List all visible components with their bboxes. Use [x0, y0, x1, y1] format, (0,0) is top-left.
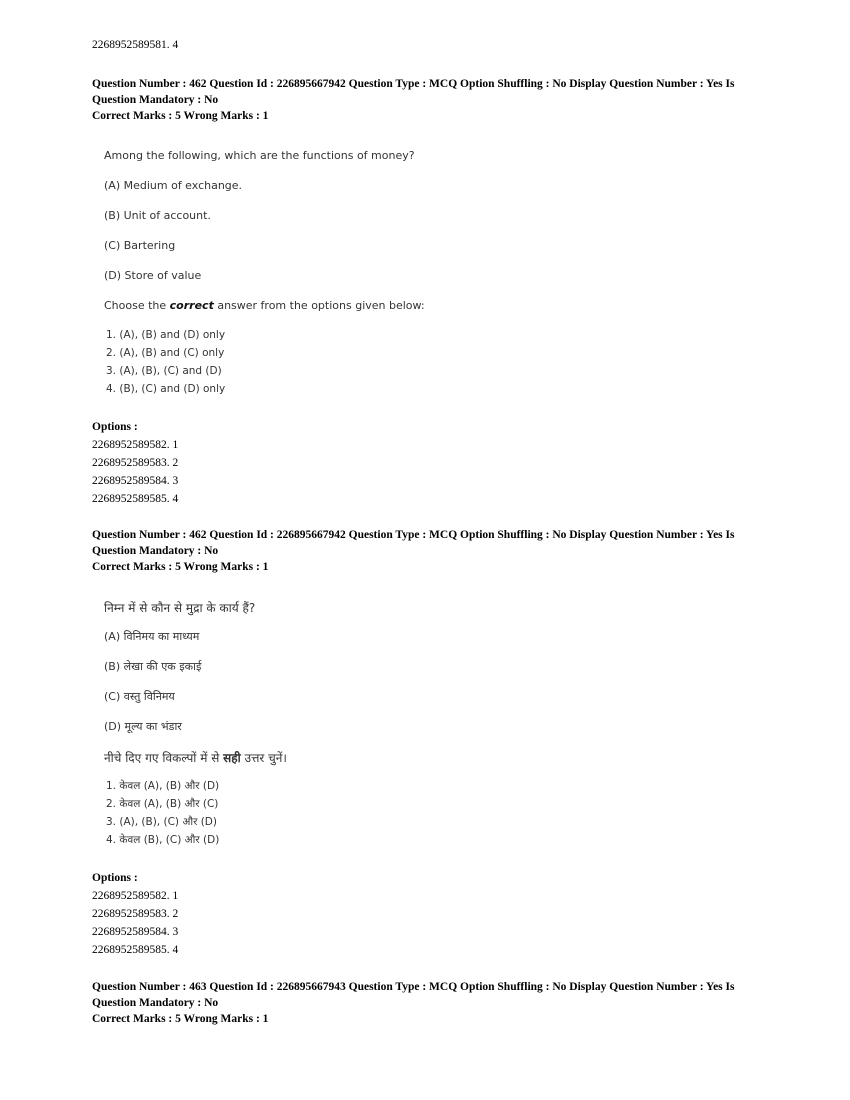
- choice-item: 3. (A), (B), (C) और (D): [106, 816, 217, 828]
- options-block: [92, 869, 178, 959]
- question-meta: [92, 527, 772, 575]
- statement-d: (D) Store of value: [104, 269, 202, 282]
- choice-item: 4. (B), (C) and (D) only: [106, 383, 226, 395]
- question-meta: [92, 76, 772, 124]
- question-meta-line: Question Mandatory : No: [92, 545, 219, 557]
- question-marks: Correct Marks : 5 Wrong Marks : 1: [92, 1013, 269, 1025]
- question-text: Among the following, which are the functions of money?: [104, 149, 415, 162]
- statement-c: (C) Bartering: [104, 239, 176, 252]
- question-meta-line: Question Mandatory : No: [92, 94, 219, 106]
- instruction-emphasis: सही: [223, 751, 241, 765]
- option-item: 2268952589583. 2: [92, 457, 179, 469]
- question-meta-line: Question Number : 463 Question Id : 226895667943 Question Type : MCQ Option Shuffling : No Display Question Number : Yes Is: [92, 981, 735, 993]
- option-item: 2268952589584. 3: [92, 475, 179, 487]
- option-item: 2268952589583. 2: [92, 908, 179, 920]
- option-item: 2268952589585. 4: [92, 493, 179, 505]
- statement-b: (B) Unit of account.: [104, 209, 211, 222]
- instruction-emphasis: correct: [169, 299, 214, 312]
- question-meta-line: Question Mandatory : No: [92, 997, 219, 1009]
- option-item: 2268952589584. 3: [92, 926, 179, 938]
- choice-item: 2. केवल (A), (B) और (C): [106, 798, 219, 810]
- choice-list: [106, 326, 225, 398]
- choice-item: 2. (A), (B) and (C) only: [106, 347, 225, 359]
- statement-a: (A) Medium of exchange.: [104, 179, 243, 192]
- question-meta-line: Question Number : 462 Question Id : 226895667942 Question Type : MCQ Option Shuffling : No Display Question Number : Yes Is: [92, 78, 735, 90]
- options-block: [92, 418, 178, 508]
- option-item: 2268952589585. 4: [92, 944, 179, 956]
- choice-item: 1. केवल (A), (B) और (D): [106, 780, 220, 792]
- choice-list: [106, 777, 219, 849]
- question-text: निम्न में से कौन से मुद्रा के कार्य हैं?: [104, 601, 256, 615]
- question-meta-line: Question Number : 462 Question Id : 226895667942 Question Type : MCQ Option Shuffling : No Display Question Number : Yes Is: [92, 529, 735, 541]
- statement-b: (B) लेखा की एक इकाई: [104, 660, 202, 673]
- choice-item: 1. (A), (B) and (D) only: [106, 329, 226, 341]
- option-item: 2268952589582. 1: [92, 890, 179, 902]
- options-label: Options :: [92, 421, 138, 433]
- choice-item: 4. केवल (B), (C) और (D): [106, 834, 220, 846]
- instruction: नीचे दिए गए विकल्पों में से सही उत्तर चुनें।: [104, 751, 287, 765]
- statement-c: (C) वस्तु विनिमय: [104, 690, 175, 703]
- statement-a: (A) विनिमय का माध्यम: [104, 630, 200, 643]
- option-item: 2268952589582. 1: [92, 439, 179, 451]
- instruction: Choose the correct answer from the options given below:: [104, 299, 425, 312]
- options-label: Options :: [92, 872, 138, 884]
- statement-d: (D) मूल्य का भंडार: [104, 720, 182, 733]
- prev-option-item: 2268952589581. 4: [92, 39, 179, 51]
- question-meta: [92, 979, 772, 1027]
- choice-item: 3. (A), (B), (C) and (D): [106, 365, 222, 377]
- question-marks: Correct Marks : 5 Wrong Marks : 1: [92, 561, 269, 573]
- question-marks: Correct Marks : 5 Wrong Marks : 1: [92, 110, 269, 122]
